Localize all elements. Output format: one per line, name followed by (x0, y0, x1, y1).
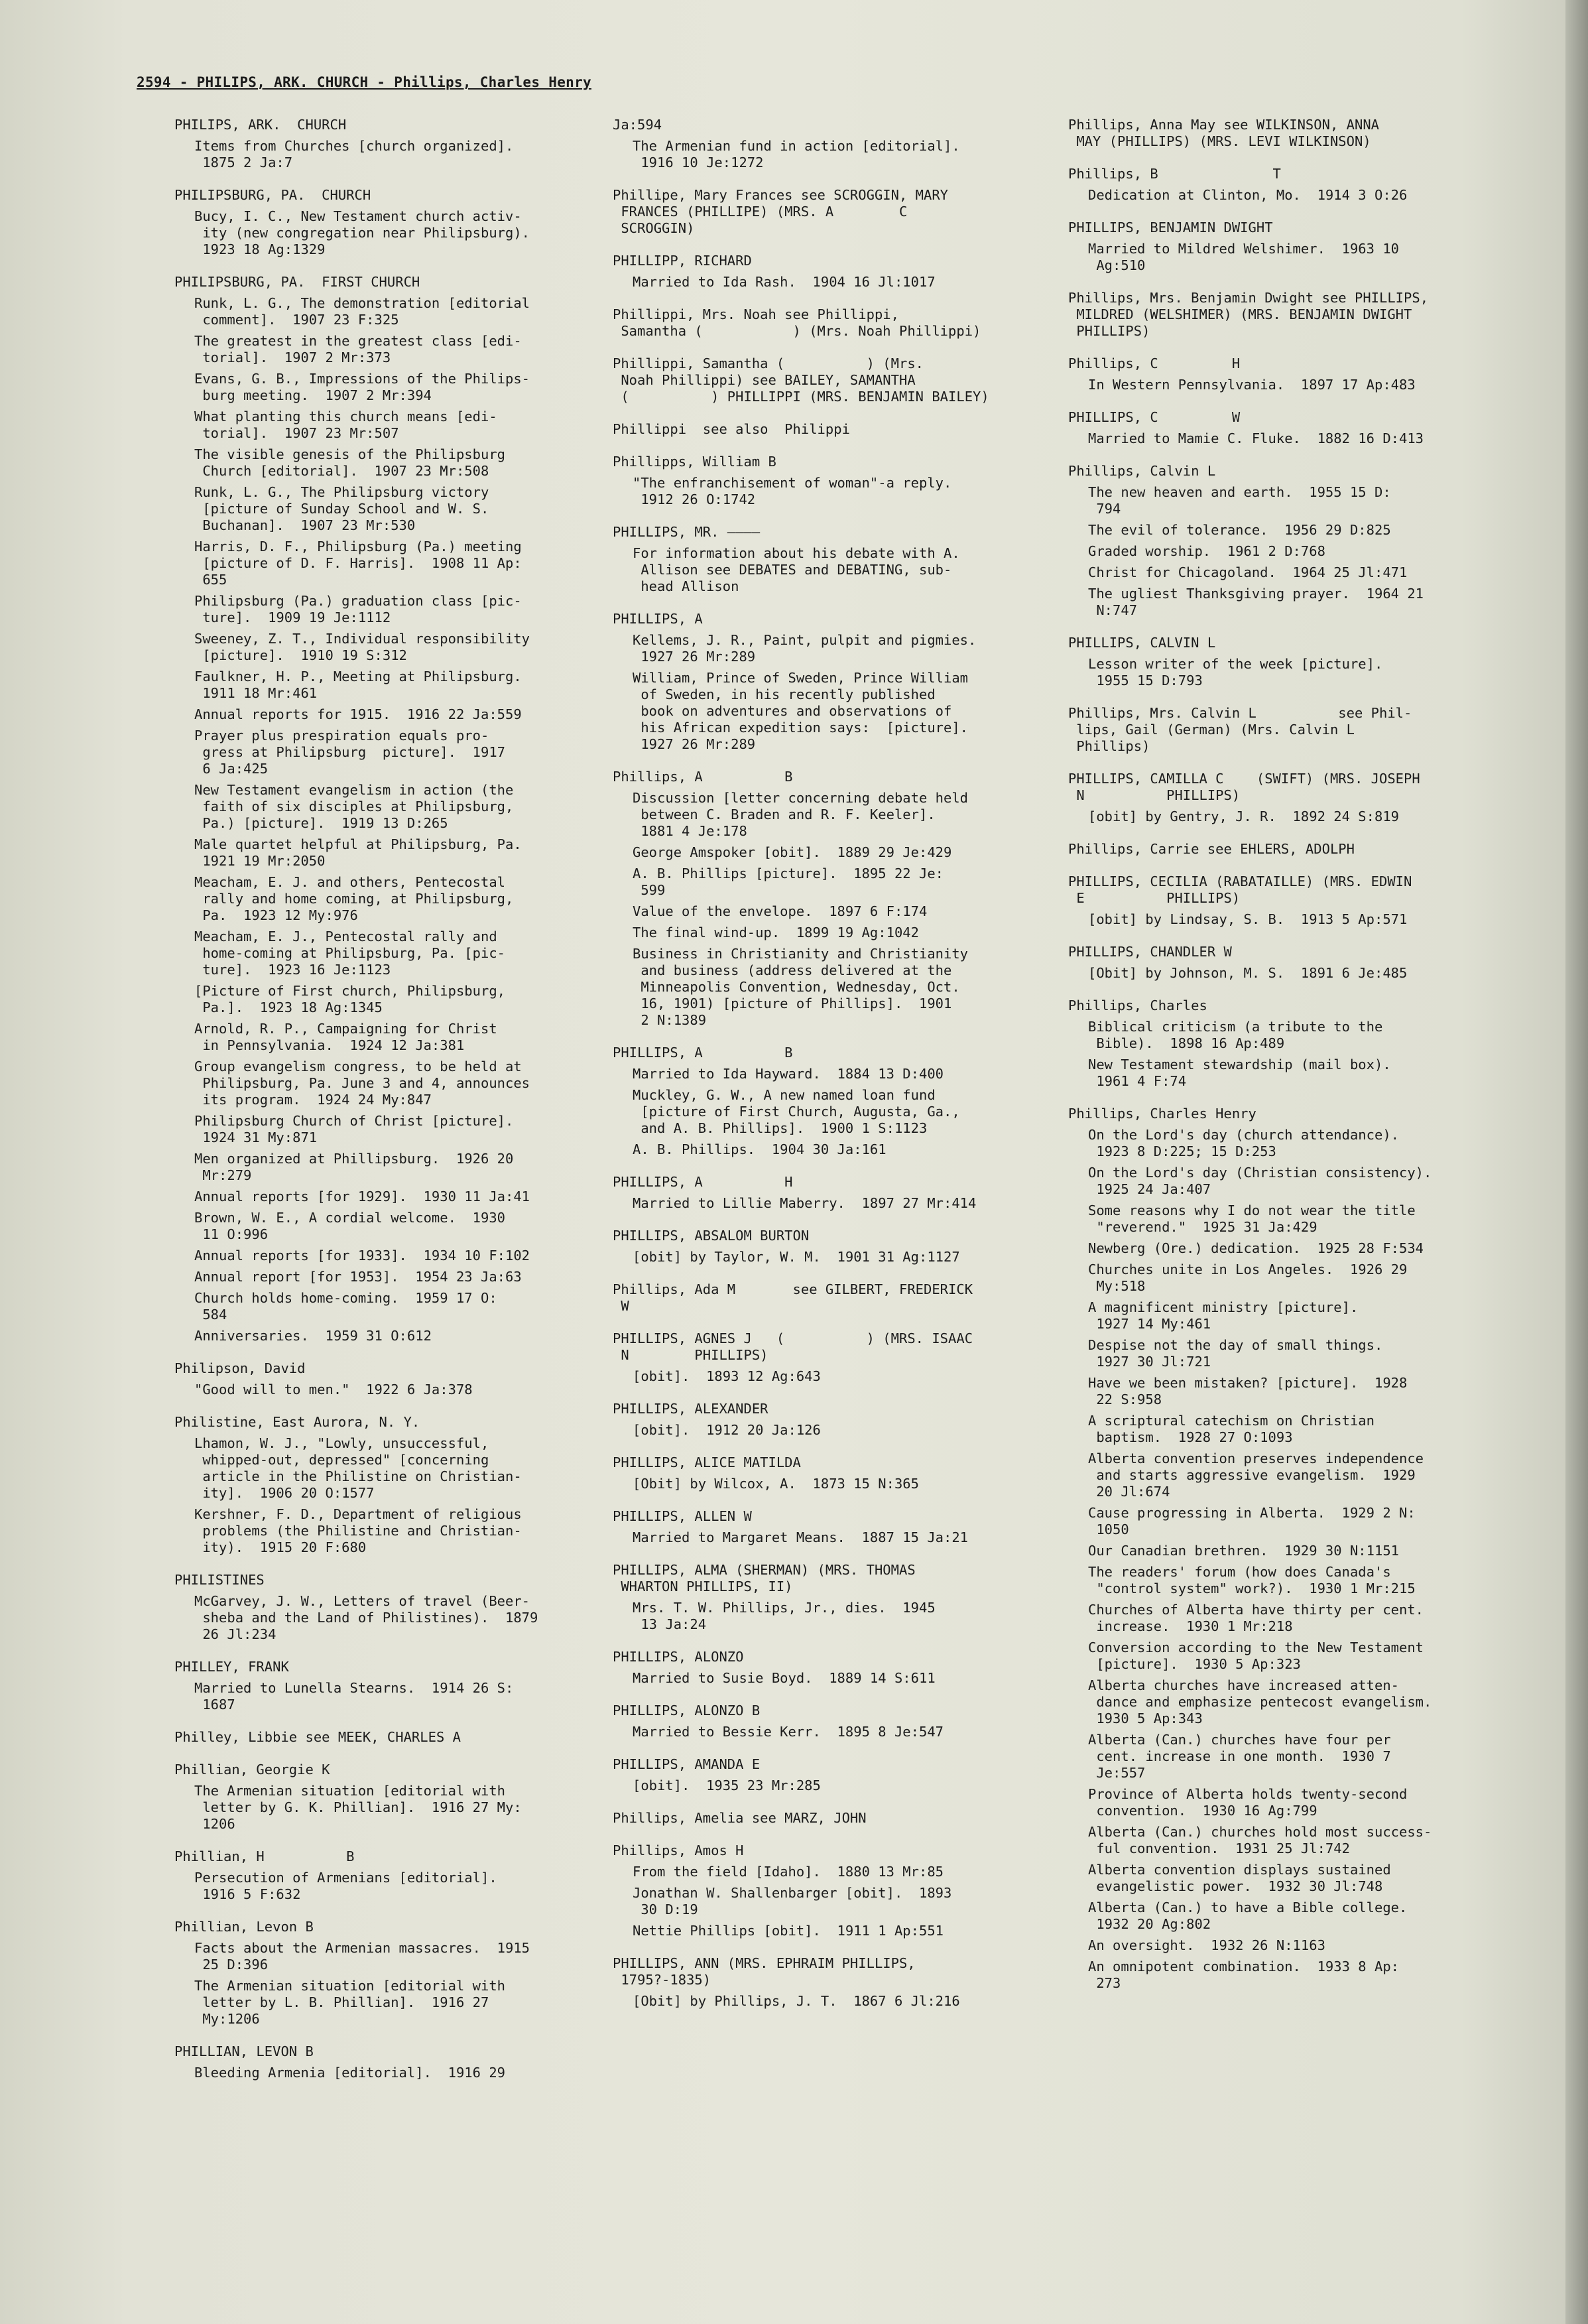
entry-citation: Alberta (Can.) to have a Bible college. 1932 20 Ag:802 (1088, 1900, 1408, 1932)
entry-citation: Have we been mistaken? [picture]. 1928 22 S:958 (1088, 1375, 1408, 1407)
entry-citation: "The enfranchisement of woman"-a reply. 1912 26 O:1742 (633, 475, 952, 507)
entry-citation: Cause progressing in Alberta. 1929 2 N: 1050 (1088, 1505, 1416, 1537)
index-entry (1068, 873, 1506, 928)
entry-citation: Married to Mamie C. Fluke. 1882 16 D:413 (1088, 430, 1424, 446)
entry-citation: [obit]. 1935 23 Mr:285 (633, 1777, 821, 1793)
entry-citation: "Good will to men." 1922 6 Ja:378 (194, 1382, 473, 1397)
entry-heading: Phillippi, Samantha ( ) (Mrs. Noah Phillippi) see BAILEY, SAMANTHA ( ) PHILLIPPI (MRS. BENJAMIN BAILEY) (613, 355, 989, 405)
entry-citation: Runk, L. G., The demonstration [editorial comment]. 1907 23 F:325 (194, 295, 530, 328)
entry-heading: PHILLIPP, RICHARD (613, 253, 752, 269)
entry-citation: Christ for Chicagoland. 1964 25 Jl:471 (1088, 564, 1408, 580)
entry-citation: Meacham, E. J. and others, Pentecostal rally and home coming, at Philipsburg, Pa. 1923 12 My:976 (194, 874, 514, 923)
entry-citation: Anniversaries. 1959 31 O:612 (194, 1328, 432, 1344)
entry-heading: Philley, Libbie see MEEK, CHARLES A (174, 1729, 461, 1745)
entry-heading: PHILLIPS, CHANDLER W (1068, 944, 1232, 960)
entry-citation: Men organized at Phillipsburg. 1926 20 Mr:279 (194, 1151, 514, 1183)
entry-citation: [Picture of First church, Philipsburg, Pa.]. 1923 18 Ag:1345 (194, 983, 505, 1015)
index-entry (1068, 117, 1506, 150)
index-entry (174, 187, 585, 258)
entry-citation: Annual reports [for 1933]. 1934 10 F:102 (194, 1248, 530, 1263)
index-entry (613, 1174, 1037, 1212)
entry-heading: Phillips, Amelia see MARZ, JOHN (613, 1810, 867, 1826)
entry-heading: PHILIPSBURG, PA. CHURCH (174, 187, 371, 203)
entry-heading: PHILLIPS, CECILIA (RABATAILLE) (MRS. EDWIN E PHILLIPS) (1068, 873, 1412, 906)
index-entry (613, 611, 1037, 753)
entry-citation: Harris, D. F., Philipsburg (Pa.) meeting [picture of D. F. Harris]. 1908 11 Ap: 655 (194, 539, 522, 588)
index-entry (1068, 1106, 1506, 1992)
index-entry (1068, 463, 1506, 619)
index-entry (613, 1045, 1037, 1158)
entry-citation: [Obit] by Wilcox, A. 1873 15 N:365 (633, 1476, 919, 1492)
entry-citation: The new heaven and earth. 1955 15 D: 794 (1088, 484, 1391, 517)
entry-heading: PHILLIPS, AMANDA E (613, 1756, 761, 1772)
entry-heading: Phillips, Mrs. Benjamin Dwight see PHILLIPS, MILDRED (WELSHIMER) (MRS. BENJAMIN DWIGHT PHILLIPS) (1068, 290, 1429, 339)
entry-citation: Alberta convention displays sustained evangelistic power. 1932 30 Jl:748 (1088, 1862, 1391, 1894)
entry-heading: Phillian, Georgie K (174, 1762, 330, 1777)
entry-heading: Phillips, C H (1068, 355, 1241, 371)
index-entry (613, 1228, 1037, 1265)
entry-heading: PHILLIAN, LEVON B (174, 2043, 314, 2059)
entry-citation: What planting this church means [edi- torial]. 1907 23 Mr:507 (194, 409, 497, 441)
entry-citation: On the Lord's day (Christian consistency). 1925 24 Ja:407 (1088, 1165, 1432, 1197)
index-entry (1068, 998, 1506, 1090)
index-entry (613, 1955, 1037, 2010)
entry-citation: Newberg (Ore.) dedication. 1925 28 F:534 (1088, 1240, 1424, 1256)
index-column-3 (1068, 117, 1506, 2008)
entry-citation: Married to Lunella Stearns. 1914 26 S: 1687 (194, 1680, 514, 1712)
entry-citation: Muckley, G. W., A new named loan fund [picture of First Church, Augusta, Ga., and A. B. Phillips]. 1900 1 S:1123 (633, 1087, 960, 1136)
entry-citation: Married to Lillie Maberry. 1897 27 Mr:414 (633, 1195, 977, 1211)
entry-heading: PHILLIPS, ABSALOM BURTON (613, 1228, 810, 1244)
entry-citation: A. B. Phillips [picture]. 1895 22 Je: 599 (633, 866, 944, 898)
entry-citation: Some reasons why I do not wear the title "reverend." 1925 31 Ja:429 (1088, 1202, 1416, 1235)
entry-citation: Alberta (Can.) churches hold most success- ful convention. 1931 25 Jl:742 (1088, 1824, 1432, 1856)
entry-citation: Arnold, R. P., Campaigning for Christ in Pennsylvania. 1924 12 Ja:381 (194, 1021, 497, 1053)
index-entry (1068, 290, 1506, 340)
index-entry (174, 1919, 585, 2028)
index-entry (613, 1842, 1037, 1939)
entry-citation: Bleeding Armenia [editorial]. 1916 29 (194, 2065, 505, 2081)
entry-citation: Runk, L. G., The Philipsburg victory [picture of Sunday School and W. S. Buchanan]. 1907 23 Mr:530 (194, 484, 489, 533)
index-entry (613, 421, 1037, 438)
index-entry (1068, 944, 1506, 982)
index-entry (613, 1508, 1037, 1546)
entry-heading: PHILISTINES (174, 1572, 265, 1588)
entry-citation: Business in Christianity and Christianity and business (address delivered at the Minneapolis Convention, Wednesday, Oct. 16, 1901) [picture of Phillips]. 1901 2 N:1389 (633, 946, 969, 1028)
entry-citation: [obit] by Taylor, W. M. 1901 31 Ag:1127 (633, 1249, 960, 1265)
entry-citation: Alberta convention preserves independence and starts aggressive evangelism. 1929 20 Jl:674 (1088, 1451, 1424, 1500)
entry-citation: [Obit] by Phillips, J. T. 1867 6 Jl:216 (633, 1993, 960, 2009)
entry-citation: [obit]. 1912 20 Ja:126 (633, 1422, 821, 1438)
index-column-1 (174, 117, 585, 2097)
index-entry (613, 1330, 1037, 1385)
entry-citation: Lhamon, W. J., "Lowly, unsuccessful, whipped-out, depressed" [concerning article in the Philistine on Christian- ity]. 1906 20 O:1577 (194, 1435, 522, 1501)
entry-heading: Phillipe, Mary Frances see SCROGGIN, MARY FRANCES (PHILLIPE) (MRS. A C SCROGGIN) (613, 187, 949, 236)
index-entry (174, 1414, 585, 1556)
entry-heading: PHILLIPS, A B (613, 1045, 793, 1061)
entry-citation: Married to Susie Boyd. 1889 14 S:611 (633, 1670, 936, 1686)
entry-citation: Alberta churches have increased atten- dance and emphasize pentecost evangelism. 1930 5 Ap:343 (1088, 1677, 1432, 1726)
entry-citation: A. B. Phillips. 1904 30 Ja:161 (633, 1141, 886, 1157)
entry-citation: Biblical criticism (a tribute to the Bible). 1898 16 Ap:489 (1088, 1019, 1383, 1051)
entry-citation: [Obit] by Johnson, M. S. 1891 6 Je:485 (1088, 965, 1408, 981)
entry-citation: Married to Mildred Welshimer. 1963 10 Ag:510 (1088, 241, 1399, 273)
index-entry (174, 274, 585, 1344)
entry-citation: Married to Ida Rash. 1904 16 Jl:1017 (633, 274, 936, 290)
entry-citation: [obit]. 1893 12 Ag:643 (633, 1368, 821, 1384)
index-entry (613, 117, 1037, 171)
entry-heading: Phillips, Carrie see EHLERS, ADOLPH (1068, 841, 1355, 857)
entry-citation: The Armenian situation [editorial with letter by G. K. Phillian]. 1916 27 My: 1206 (194, 1783, 522, 1832)
entry-citation: On the Lord's day (church attendance). 1923 8 D:225; 15 D:253 (1088, 1127, 1399, 1159)
entry-citation: Alberta (Can.) churches have four per cent. increase in one month. 1930 7 Je:557 (1088, 1732, 1391, 1781)
entry-citation: The Armenian fund in action [editorial]. 1916 10 Je:1272 (633, 138, 960, 170)
index-entry (613, 524, 1037, 595)
entry-heading: PHILLIPS, CAMILLA C (SWIFT) (MRS. JOSEPH N PHILLIPS) (1068, 771, 1420, 803)
entry-citation: [obit] by Gentry, J. R. 1892 24 S:819 (1088, 808, 1399, 824)
index-entry (613, 355, 1037, 405)
entry-citation: Our Canadian brethren. 1929 30 N:1151 (1088, 1543, 1399, 1559)
index-entry (613, 769, 1037, 1029)
entry-heading: PHILLIPS, ALLEN W (613, 1508, 752, 1524)
entry-citation: From the field [Idaho]. 1880 13 Mr:85 (633, 1864, 944, 1880)
entry-heading: Phillippi see also Philippi (613, 421, 850, 437)
entry-heading: Phillips, Amos H (613, 1842, 744, 1858)
index-entry (1068, 166, 1506, 204)
entry-citation: The final wind-up. 1899 19 Ag:1042 (633, 925, 919, 940)
entry-heading: Phillips, B T (1068, 166, 1281, 182)
entry-heading: Phillips, Charles Henry (1068, 1106, 1256, 1122)
index-entry (1068, 705, 1506, 755)
index-entry (613, 1703, 1037, 1740)
entry-citation: An omnipotent combination. 1933 8 Ap: 273 (1088, 1959, 1399, 1991)
entry-citation: The readers' forum (how does Canada's "control system" work?). 1930 1 Mr:215 (1088, 1564, 1416, 1596)
index-entry (613, 1562, 1037, 1633)
entry-heading: Philistine, East Aurora, N. Y. (174, 1414, 420, 1430)
index-entry (613, 1756, 1037, 1794)
entry-citation: Married to Bessie Kerr. 1895 8 Je:547 (633, 1724, 944, 1740)
entry-heading: Phillian, Levon B (174, 1919, 314, 1935)
entry-citation: The visible genesis of the Philipsburg Church [editorial]. 1907 23 Mr:508 (194, 446, 505, 479)
entry-heading: Phillips, Calvin L (1068, 463, 1216, 479)
page-header: 2594 - PHILIPS, ARK. CHURCH - Phillips, Charles Henry (137, 74, 591, 90)
entry-citation: The greatest in the greatest class [edi- torial]. 1907 2 Mr:373 (194, 333, 522, 365)
index-entry (1068, 409, 1506, 447)
entry-heading: PHILLEY, FRANK (174, 1659, 289, 1675)
entry-citation: Mrs. T. W. Phillips, Jr., dies. 1945 13 Ja:24 (633, 1600, 936, 1632)
entry-citation: New Testament evangelism in action (the faith of six disciples at Philipsburg, Pa.) [picture]. 1919 13 D:265 (194, 782, 514, 831)
index-entry (174, 1659, 585, 1713)
entry-citation: The Armenian situation [editorial with letter by L. B. Phillian]. 1916 27 My:1206 (194, 1978, 505, 2027)
index-entry (613, 306, 1037, 340)
entry-citation: Items from Churches [church organized]. 1875 2 Ja:7 (194, 138, 514, 170)
index-entry (174, 2043, 585, 2081)
entry-heading: PHILLIPS, AGNES J ( ) (MRS. ISAAC N PHILLIPS) (613, 1330, 973, 1363)
entry-citation: A scriptural catechism on Christian baptism. 1928 27 O:1093 (1088, 1413, 1374, 1445)
entry-citation: Philipsburg Church of Christ [picture]. 1924 31 My:871 (194, 1113, 514, 1145)
entry-heading: PHILLIPS, ALICE MATILDA (613, 1454, 801, 1470)
entry-heading: Phillips, Ada M see GILBERT, FREDERICK W (613, 1281, 973, 1314)
entry-citation: For information about his debate with A. Allison see DEBATES and DEBATING, sub- head Allison (633, 545, 960, 594)
entry-heading: Phillippi, Mrs. Noah see Phillippi, Samantha ( ) (Mrs. Noah Phillippi) (613, 306, 981, 339)
entry-citation: McGarvey, J. W., Letters of travel (Beer- sheba and the Land of Philistines). 1879 26 Jl:234 (194, 1593, 538, 1642)
entry-citation: Jonathan W. Shallenbarger [obit]. 1893 30 D:19 (633, 1885, 952, 1917)
entry-citation: Annual report [for 1953]. 1954 23 Ja:63 (194, 1269, 522, 1285)
entry-heading: PHILLIPS, CALVIN L (1068, 635, 1216, 651)
entry-citation: Prayer plus prespiration equals pro- gress at Philipsburg picture]. 1917 6 Ja:425 (194, 728, 505, 777)
entry-citation: Value of the envelope. 1897 6 F:174 (633, 903, 928, 919)
index-entry (613, 1649, 1037, 1687)
entry-citation: Brown, W. E., A cordial welcome. 1930 11 O:996 (194, 1210, 505, 1242)
entry-heading: PHILIPSBURG, PA. FIRST CHURCH (174, 274, 420, 290)
index-entry (174, 1848, 585, 1903)
entry-heading: PHILLIPS, ANN (MRS. EPHRAIM PHILLIPS, 1795?-1835) (613, 1955, 916, 1988)
entry-heading: PHILIPS, ARK. CHURCH (174, 117, 347, 133)
entry-citation: Group evangelism congress, to be held at Philipsburg, Pa. June 3 and 4, announces its program. 1924 24 My:847 (194, 1059, 530, 1108)
index-entry (174, 1572, 585, 1643)
entry-citation: Despise not the day of small things. 1927 30 Jl:721 (1088, 1337, 1383, 1370)
entry-heading: Ja:594 (613, 117, 662, 133)
entry-citation: Churches of Alberta have thirty per cent. increase. 1930 1 Mr:218 (1088, 1602, 1424, 1634)
entry-heading: Phillian, H B (174, 1848, 355, 1864)
entry-citation: Married to Margaret Means. 1887 15 Ja:21 (633, 1529, 969, 1545)
entry-citation: Discussion [letter concerning debate held between C. Braden and R. F. Keeler]. 1881 4 Je:178 (633, 790, 969, 839)
entry-citation: Churches unite in Los Angeles. 1926 29 My:518 (1088, 1261, 1408, 1294)
entry-citation: Married to Ida Hayward. 1884 13 D:400 (633, 1066, 944, 1082)
index-entry (174, 1729, 585, 1746)
page-binding-edge (1565, 0, 1588, 2324)
entry-citation: Dedication at Clinton, Mo. 1914 3 O:26 (1088, 187, 1408, 203)
index-entry (1068, 841, 1506, 858)
entry-heading: Phillips, A B (613, 769, 793, 785)
entry-citation: Kellems, J. R., Paint, pulpit and pigmies. 1927 26 Mr:289 (633, 632, 977, 665)
entry-citation: Graded worship. 1961 2 D:768 (1088, 543, 1325, 559)
index-entry (613, 1454, 1037, 1492)
entry-heading: PHILLIPS, MR. ———— (613, 524, 761, 540)
entry-citation: The ugliest Thanksgiving prayer. 1964 21 N:747 (1088, 586, 1424, 618)
index-entry (1068, 635, 1506, 689)
entry-citation: [obit] by Lindsay, S. B. 1913 5 Ap:571 (1088, 911, 1408, 927)
entry-heading: Phillips, Anna May see WILKINSON, ANNA MAY (PHILLIPS) (MRS. LEVI WILKINSON) (1068, 117, 1379, 149)
index-entry (1068, 771, 1506, 825)
entry-heading: PHILLIPS, C W (1068, 409, 1241, 425)
entry-citation: Faulkner, H. P., Meeting at Philipsburg. 1911 18 Mr:461 (194, 669, 522, 701)
entry-citation: Nettie Phillips [obit]. 1911 1 Ap:551 (633, 1923, 944, 1939)
entry-citation: Facts about the Armenian massacres. 1915 25 D:396 (194, 1940, 530, 1972)
entry-heading: PHILLIPS, ALONZO (613, 1649, 744, 1665)
entry-citation: Evans, G. B., Impressions of the Philips- burg meeting. 1907 2 Mr:394 (194, 371, 530, 403)
entry-heading: PHILLIPS, BENJAMIN DWIGHT (1068, 220, 1273, 235)
entry-citation: Church holds home-coming. 1959 17 O: 584 (194, 1290, 497, 1323)
entry-citation: Bucy, I. C., New Testament church activ- ity (new congregation near Philipsburg). 1923 18 Ag:1329 (194, 208, 530, 257)
index-entry (613, 454, 1037, 508)
entry-citation: Persecution of Armenians [editorial]. 1916 5 F:632 (194, 1870, 497, 1902)
entry-citation: George Amspoker [obit]. 1889 29 Je:429 (633, 844, 952, 860)
index-entry (613, 1810, 1037, 1827)
entry-heading: PHILLIPS, A (613, 611, 703, 627)
entry-citation: Annual reports [for 1929]. 1930 11 Ja:41 (194, 1189, 530, 1204)
index-entry (1068, 220, 1506, 274)
index-entry (174, 117, 585, 171)
entry-citation: Conversion according to the New Testament [picture]. 1930 5 Ap:323 (1088, 1640, 1424, 1672)
index-entry (174, 1762, 585, 1833)
entry-citation: Male quartet helpful at Philipsburg, Pa. 1921 19 Mr:2050 (194, 836, 522, 869)
entry-citation: The evil of tolerance. 1956 29 D:825 (1088, 522, 1391, 538)
entry-heading: PHILLIPS, A H (613, 1174, 793, 1190)
entry-heading: Phillips, Mrs. Calvin L see Phil- lips, Gail (German) (Mrs. Calvin L Phillips) (1068, 705, 1412, 754)
entry-citation: In Western Pennsylvania. 1897 17 Ap:483 (1088, 377, 1416, 393)
index-entry (613, 253, 1037, 290)
index-entry (613, 187, 1037, 237)
entry-citation: Annual reports for 1915. 1916 22 Ja:559 (194, 706, 522, 722)
entry-citation: Philipsburg (Pa.) graduation class [pic- ture]. 1909 19 Je:1112 (194, 593, 522, 625)
entry-citation: Meacham, E. J., Pentecostal rally and home-coming at Philipsburg, Pa. [pic- ture]. 1923 16 Je:1123 (194, 929, 505, 978)
entry-citation: An oversight. 1932 26 N:1163 (1088, 1937, 1325, 1953)
entry-citation: Province of Alberta holds twenty-second convention. 1930 16 Ag:799 (1088, 1786, 1408, 1819)
index-entry (174, 1360, 585, 1398)
entry-citation: William, Prince of Sweden, Prince William of Sweden, in his recently published book on adventures and observations of his African expedition says: [picture]. 1927 26 Mr:289 (633, 670, 969, 752)
index-entry (613, 1401, 1037, 1439)
entry-heading: Phillipps, William B (613, 454, 776, 470)
entry-citation: Sweeney, Z. T., Individual responsibility [picture]. 1910 19 S:312 (194, 631, 530, 663)
entry-heading: Philipson, David (174, 1360, 306, 1376)
entry-heading: Phillips, Charles (1068, 998, 1207, 1013)
entry-citation: New Testament stewardship (mail box). 1961 4 F:74 (1088, 1057, 1391, 1089)
entry-heading: PHILLIPS, ALMA (SHERMAN) (MRS. THOMAS WHARTON PHILLIPS, II) (613, 1562, 916, 1594)
entry-citation: Lesson writer of the week [picture]. 1955 15 D:793 (1088, 656, 1383, 688)
index-entry (613, 1281, 1037, 1315)
entry-citation: Kershner, F. D., Department of religious problems (the Philistine and Christian- ity). 1915 20 F:680 (194, 1506, 522, 1555)
index-entry (1068, 355, 1506, 393)
entry-heading: PHILLIPS, ALEXANDER (613, 1401, 768, 1417)
index-column-2 (613, 117, 1037, 2026)
entry-heading: PHILLIPS, ALONZO B (613, 1703, 761, 1718)
entry-citation: A magnificent ministry [picture]. 1927 14 My:461 (1088, 1299, 1359, 1332)
